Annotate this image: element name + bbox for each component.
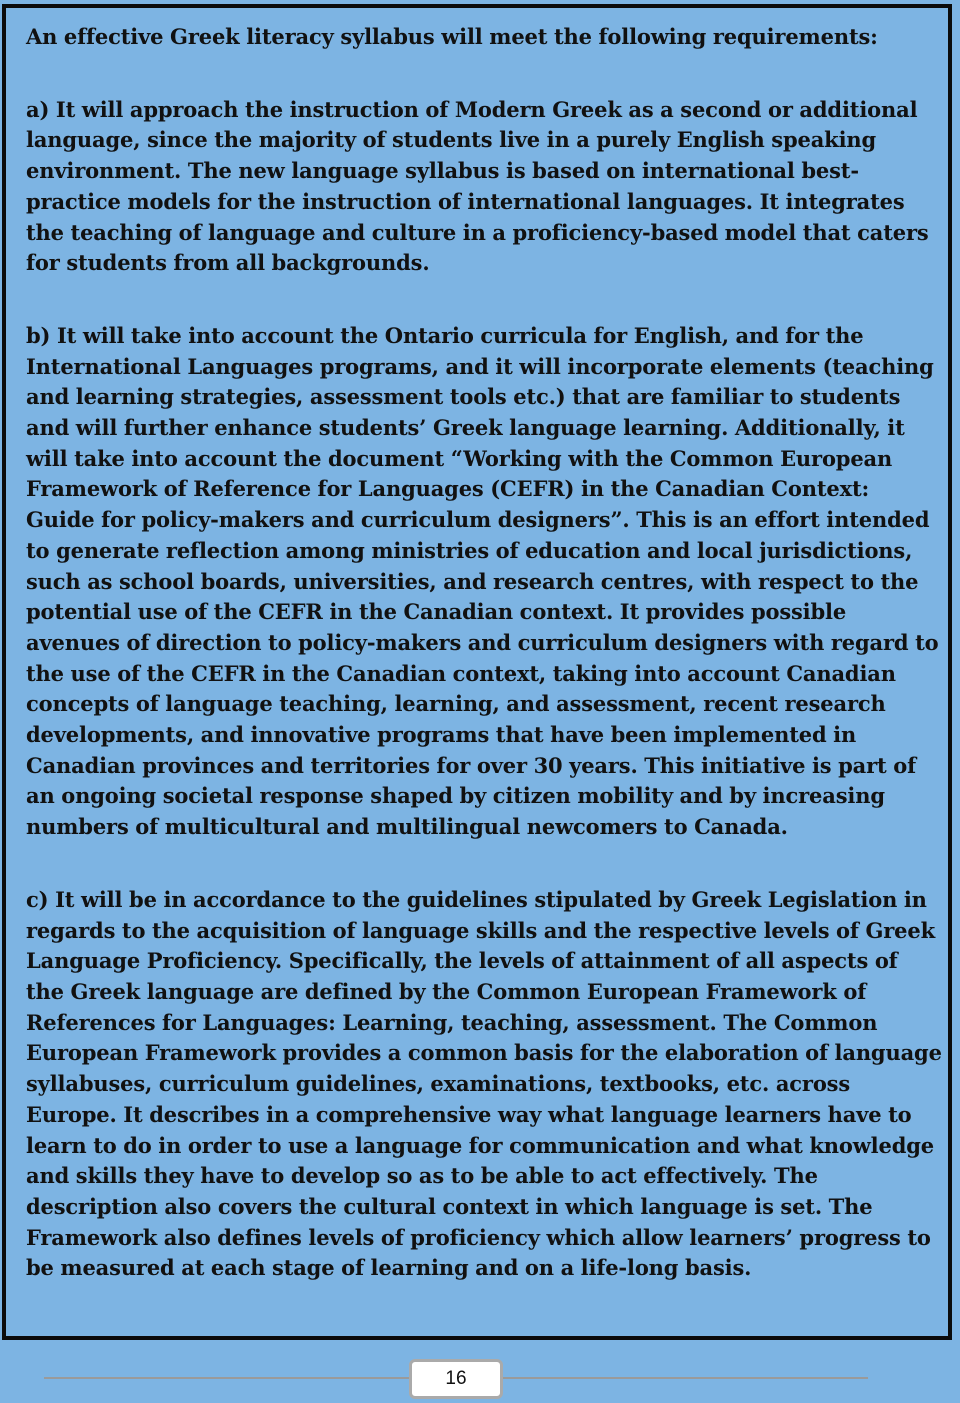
requirement-a-paragraph: a) It will approach the instruction of Modern Greek as a second or additional language, since the majority of students live in a purely English speaking environment. The new language syllabus is based on international best-practice models for the instruction of international languages. It integrates the teaching of language and culture in a proficiency-based model that caters for students from all backgrounds.	[26, 96, 929, 276]
requirement-c-paragraph: c) It will be in accordance to the guidelines stipulated by Greek Legislation in regards to the acquisition of language skills and the respective levels of Greek Language Proficiency. Specifically, the levels of attainment of all aspects of the Greek language are defined by the Common European Framework of References for Languages: Learning, teaching, assessment. The Common European Framework provides a common basis for the elaboration of language syllabuses, curriculum guidelines, examinations, textbooks, etc. across Europe. It describes in a comprehensive way what language learners have to learn to do in order to use a language for communication and what knowledge and skills they have to develop so as to be able to act effectively. The description also covers the cultural context in which language is set. The Framework also defines levels of proficiency which allow learners’ progress to be measured at each stage of learning and on a life-long basis.	[26, 886, 942, 1281]
page-frame	[2, 4, 952, 1340]
document-body	[26, 22, 942, 1326]
requirements-heading: An effective Greek literacy syllabus will meet the following requirements:	[26, 24, 878, 49]
page-number: 16	[409, 1359, 503, 1399]
page-footer	[0, 1340, 960, 1403]
requirement-b-paragraph: b) It will take into account the Ontario curricula for English, and for the International Languages programs, and it will incorporate elements (teaching and learning strategies, assessment tools etc.) that are familiar to students and will further enhance students’ Greek language learning. Additionally, it will take into account the document “Working with the Common European Framework of Reference for Languages (CEFR) in the Canadian Context: Guide for policy-makers and curriculum designers”. This is an effort intended to generate reflection among ministries of education and local jurisdictions, such as school boards, universities, and research centres, with respect to the potential use of the CEFR in the Canadian context. It provides possible avenues of direction to policy-makers and curriculum designers with regard to the use of the CEFR in the Canadian context, taking into account Canadian concepts of language teaching, learning, and assessment, recent research developments, and innovative programs that have been implemented in Canadian provinces and territories for over 30 years. This initiative is part of an ongoing societal response shaped by citizen mobility and by increasing numbers of multicultural and multilingual newcomers to Canada.	[26, 322, 939, 840]
